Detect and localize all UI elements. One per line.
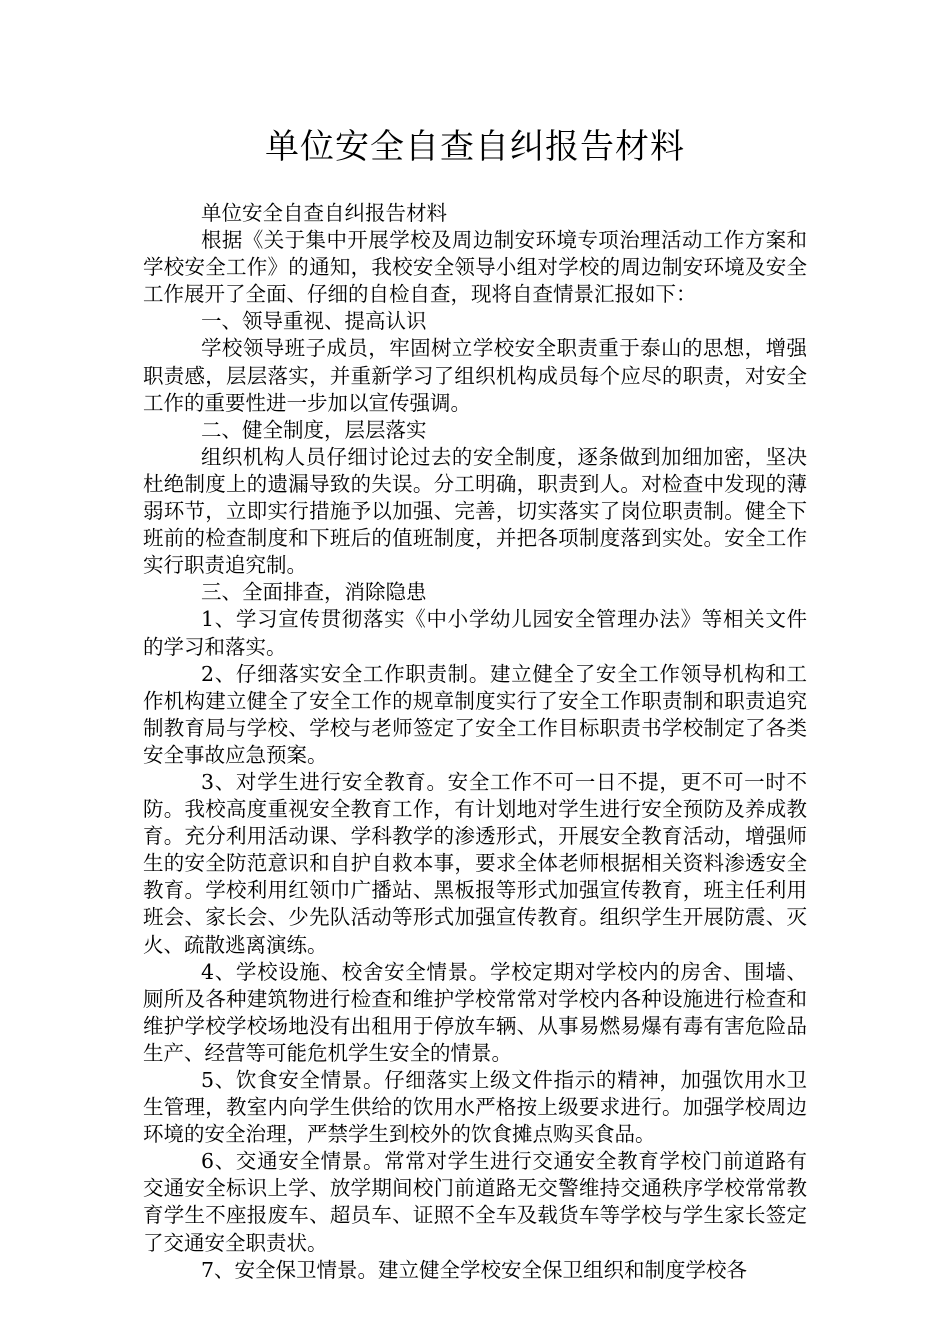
section-heading: 一、领导重视、提高认识 [201, 309, 427, 334]
list-item: 5、饮食安全情景。仔细落实上级文件指示的精神，加强饮用水卫生管理，教室内向学生供给的饮用水严格按上级要求进行。加强学校周边环境的安全治理，严禁学生到校外的饮食摊点购买食品。 [143, 1068, 807, 1147]
section-heading: 三、全面排查，消除隐患 [201, 580, 427, 605]
list-item: 1、学习宣传贯彻落实《中小学幼儿园安全管理办法》等相关文件的学习和落实。 [143, 607, 807, 659]
list-item: 3、对学生进行安全教育。安全工作不可一日不提，更不可一时不防。我校高度重视安全教育工作，有计划地对学生进行安全预防及养成教育。充分利用活动课、学科教学的渗透形式，开展安全教育活动，增强师生的安全防范意识和自护自救本事，要求全体老师根据相关资料渗透安全教育。学校利用红领巾广播站、黑板报等形式加强宣传教育，班主任利用班会、家长会、少先队活动等形式加强宣传教育。组织学生开展防震、灭火、疏散逃离演练。 [143, 769, 807, 957]
body-paragraph: 单位安全自查自纠报告材料 [201, 201, 447, 225]
list-item: 7、安全保卫情景。建立健全学校安全保卫组织和制度学校各 [201, 1257, 748, 1282]
document-title: 单位安全自查自纠报告材料 [265, 127, 685, 167]
list-item: 4、学校设施、校舍安全情景。学校定期对学校内的房舍、围墙、厕所及各种建筑物进行检查和维护学校常常对学校内各种设施进行检查和维护学校学校场地没有出租用于停放车辆、从事易燃易爆有毒有害危险品生产、经营等可能危机学生安全的情景。 [143, 959, 807, 1065]
list-item: 2、仔细落实安全工作职责制。建立健全了安全工作领导机构和工作机构建立健全了安全工作的规章制度实行了安全工作职责制和职责追究制教育局与学校、学校与老师签定了安全工作目标职责书学校制定了各类安全事故应急预案。 [143, 661, 807, 767]
body-paragraph: 组织机构人员仔细讨论过去的安全制度，逐条做到加细加密，坚决杜绝制度上的遗漏导致的失误。分工明确，职责到人。对检查中发现的薄弱环节，立即实行措施予以加强、完善，切实落实了岗位职责制。健全下班前的检查制度和下班后的值班制度，并把各项制度落到实处。安全工作实行职责追究制。 [143, 444, 807, 578]
body-paragraph: 学校领导班子成员，牢固树立学校安全职责重于泰山的思想，增强职责感，层层落实，并重新学习了组织机构成员每个应尽的职责，对安全工作的重要性进一步加以宣传强调。 [143, 336, 807, 415]
section-heading: 二、健全制度，层层落实 [201, 417, 427, 442]
body-paragraph: 根据《关于集中开展学校及周边制安环境专项治理活动工作方案和学校安全工作》的通知，我校安全领导小组对学校的周边制安环境及安全工作展开了全面、仔细的自检自查，现将自查情景汇报如下： [143, 228, 807, 307]
list-item: 6、交通安全情景。常常对学生进行交通安全教育学校门前道路有交通安全标识上学、放学期间校门前道路无交警维持交通秩序学校常常教育学生不座报废车、超员车、证照不全车及载货车等学校与学生家长签定了交通安全职责状。 [143, 1149, 807, 1255]
document-body [143, 200, 807, 1284]
